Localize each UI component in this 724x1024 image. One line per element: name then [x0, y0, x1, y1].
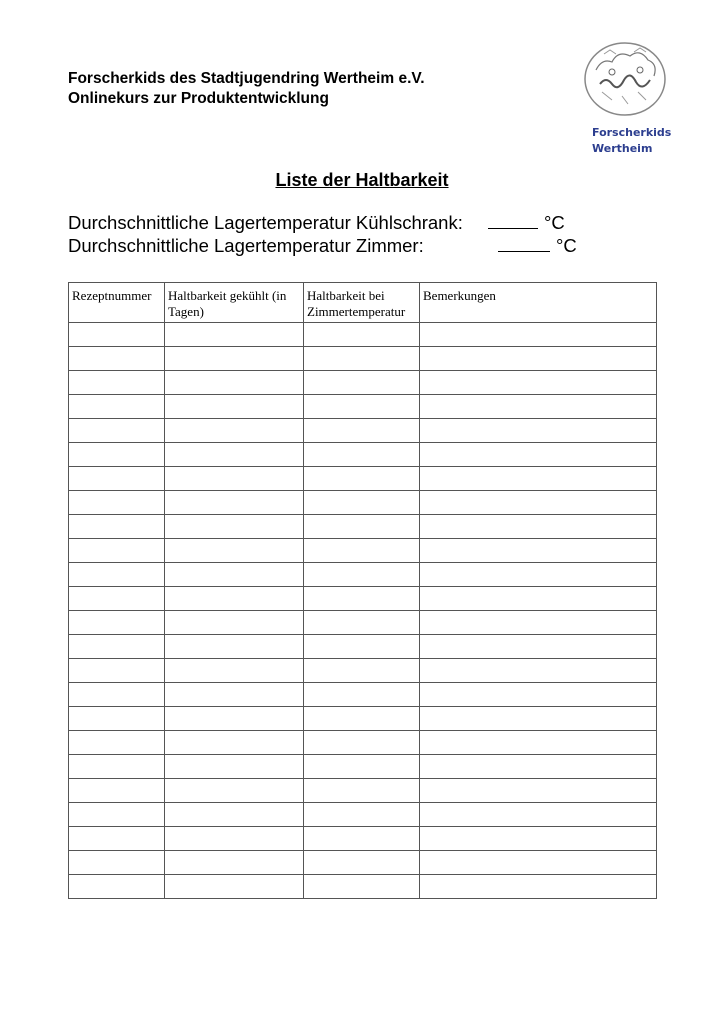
- cell-shelf-life-cooled[interactable]: [165, 659, 304, 683]
- cell-remarks[interactable]: [420, 323, 657, 347]
- cell-shelf-life-room-temp[interactable]: [304, 827, 420, 851]
- cell-shelf-life-cooled[interactable]: [165, 467, 304, 491]
- cell-recipe-number[interactable]: [69, 611, 165, 635]
- cell-remarks[interactable]: [420, 827, 657, 851]
- cell-remarks[interactable]: [420, 755, 657, 779]
- cell-shelf-life-cooled[interactable]: [165, 539, 304, 563]
- cell-shelf-life-cooled[interactable]: [165, 851, 304, 875]
- table-row: [69, 779, 657, 803]
- cell-shelf-life-cooled[interactable]: [165, 755, 304, 779]
- table-row: [69, 395, 657, 419]
- cell-remarks[interactable]: [420, 803, 657, 827]
- cell-shelf-life-cooled[interactable]: [165, 611, 304, 635]
- course-name: Onlinekurs zur Produktentwicklung: [68, 90, 329, 107]
- cell-remarks[interactable]: [420, 395, 657, 419]
- cell-recipe-number[interactable]: [69, 323, 165, 347]
- cell-recipe-number[interactable]: [69, 779, 165, 803]
- cell-recipe-number[interactable]: [69, 827, 165, 851]
- cell-shelf-life-cooled[interactable]: [165, 347, 304, 371]
- cell-remarks[interactable]: [420, 515, 657, 539]
- cell-remarks[interactable]: [420, 419, 657, 443]
- cell-shelf-life-cooled[interactable]: [165, 443, 304, 467]
- cell-remarks[interactable]: [420, 659, 657, 683]
- table-row: [69, 731, 657, 755]
- cell-recipe-number[interactable]: [69, 347, 165, 371]
- cell-shelf-life-room-temp[interactable]: [304, 659, 420, 683]
- cell-recipe-number[interactable]: [69, 875, 165, 899]
- cell-recipe-number[interactable]: [69, 731, 165, 755]
- table-row: [69, 755, 657, 779]
- table-row: [69, 803, 657, 827]
- fridge-temperature-label: Durchschnittliche Lagertemperatur Kühlschrank:: [68, 212, 463, 233]
- cell-shelf-life-room-temp[interactable]: [304, 539, 420, 563]
- table-row: [69, 419, 657, 443]
- cell-recipe-number[interactable]: [69, 587, 165, 611]
- table-row: [69, 443, 657, 467]
- cell-shelf-life-room-temp[interactable]: [304, 443, 420, 467]
- cell-shelf-life-room-temp[interactable]: [304, 371, 420, 395]
- cell-shelf-life-cooled[interactable]: [165, 803, 304, 827]
- cell-shelf-life-room-temp[interactable]: [304, 779, 420, 803]
- room-temperature-line: [68, 235, 577, 257]
- cell-recipe-number[interactable]: [69, 443, 165, 467]
- cell-recipe-number[interactable]: [69, 755, 165, 779]
- table-row: [69, 491, 657, 515]
- cell-shelf-life-cooled[interactable]: [165, 419, 304, 443]
- room-temperature-blank[interactable]: [498, 236, 550, 252]
- cell-recipe-number[interactable]: [69, 683, 165, 707]
- room-temperature-unit: °C: [556, 235, 577, 256]
- cell-shelf-life-room-temp[interactable]: [304, 395, 420, 419]
- cell-shelf-life-cooled[interactable]: [165, 707, 304, 731]
- table-row: [69, 563, 657, 587]
- table-row: [69, 851, 657, 875]
- header-shelf-life-room-temp: Haltbarkeit bei Zimmertemperatur: [304, 283, 420, 323]
- cell-shelf-life-cooled[interactable]: [165, 563, 304, 587]
- cell-shelf-life-cooled[interactable]: [165, 731, 304, 755]
- header-shelf-life-cooled: Haltbarkeit gekühlt (in Tagen): [165, 283, 304, 323]
- cell-shelf-life-room-temp[interactable]: [304, 347, 420, 371]
- cell-shelf-life-cooled[interactable]: [165, 683, 304, 707]
- room-temperature-label: Durchschnittliche Lagertemperatur Zimmer:: [68, 235, 424, 256]
- cell-remarks[interactable]: [420, 347, 657, 371]
- cell-recipe-number[interactable]: [69, 563, 165, 587]
- table-row: [69, 347, 657, 371]
- organization-name: Forscherkids des Stadtjugendring Wertheim e.V.: [68, 70, 425, 87]
- cell-shelf-life-cooled[interactable]: [165, 371, 304, 395]
- header-remarks: Bemerkungen: [420, 283, 657, 323]
- cell-remarks[interactable]: [420, 371, 657, 395]
- table-row: [69, 587, 657, 611]
- table-row: [69, 707, 657, 731]
- logo-caption-line2: Wertheim: [592, 142, 653, 155]
- cell-remarks[interactable]: [420, 875, 657, 899]
- cell-remarks[interactable]: [420, 683, 657, 707]
- shelf-life-table: [68, 282, 657, 899]
- cell-remarks[interactable]: [420, 851, 657, 875]
- cell-recipe-number[interactable]: [69, 419, 165, 443]
- table-row: [69, 611, 657, 635]
- header-recipe-number: Rezeptnummer: [69, 283, 165, 323]
- table-row: [69, 635, 657, 659]
- cell-remarks[interactable]: [420, 611, 657, 635]
- table-row: [69, 539, 657, 563]
- fridge-temperature-line: [68, 212, 565, 234]
- cell-shelf-life-room-temp[interactable]: [304, 851, 420, 875]
- cell-shelf-life-room-temp[interactable]: [304, 875, 420, 899]
- cell-recipe-number[interactable]: [69, 659, 165, 683]
- cell-recipe-number[interactable]: [69, 491, 165, 515]
- table-row: [69, 659, 657, 683]
- cell-remarks[interactable]: [420, 539, 657, 563]
- cell-remarks[interactable]: [420, 635, 657, 659]
- cell-remarks[interactable]: [420, 779, 657, 803]
- cell-shelf-life-cooled[interactable]: [165, 779, 304, 803]
- cell-recipe-number[interactable]: [69, 467, 165, 491]
- cell-shelf-life-cooled[interactable]: [165, 587, 304, 611]
- cell-remarks[interactable]: [420, 707, 657, 731]
- cell-shelf-life-cooled[interactable]: [165, 635, 304, 659]
- cell-shelf-life-cooled[interactable]: [165, 323, 304, 347]
- table-row: [69, 323, 657, 347]
- table-header-row: [69, 283, 657, 323]
- cell-recipe-number[interactable]: [69, 707, 165, 731]
- cell-shelf-life-cooled[interactable]: [165, 515, 304, 539]
- document-title: Liste der Haltbarkeit: [275, 170, 449, 190]
- table-row: [69, 827, 657, 851]
- cell-shelf-life-room-temp[interactable]: [304, 491, 420, 515]
- cell-remarks[interactable]: [420, 443, 657, 467]
- fridge-temperature-blank[interactable]: [488, 213, 538, 229]
- cell-recipe-number[interactable]: [69, 395, 165, 419]
- cell-shelf-life-room-temp[interactable]: [304, 419, 420, 443]
- cell-shelf-life-room-temp[interactable]: [304, 587, 420, 611]
- forscherkids-logo-icon: [582, 40, 668, 118]
- cell-remarks[interactable]: [420, 467, 657, 491]
- cell-shelf-life-room-temp[interactable]: [304, 731, 420, 755]
- cell-recipe-number[interactable]: [69, 803, 165, 827]
- cell-recipe-number[interactable]: [69, 371, 165, 395]
- cell-shelf-life-cooled[interactable]: [165, 875, 304, 899]
- cell-shelf-life-room-temp[interactable]: [304, 683, 420, 707]
- table-row: [69, 875, 657, 899]
- cell-recipe-number[interactable]: [69, 515, 165, 539]
- cell-shelf-life-cooled[interactable]: [165, 491, 304, 515]
- cell-shelf-life-cooled[interactable]: [165, 827, 304, 851]
- cell-shelf-life-room-temp[interactable]: [304, 707, 420, 731]
- table-row: [69, 683, 657, 707]
- cell-remarks[interactable]: [420, 731, 657, 755]
- cell-shelf-life-room-temp[interactable]: [304, 803, 420, 827]
- cell-remarks[interactable]: [420, 587, 657, 611]
- cell-shelf-life-room-temp[interactable]: [304, 467, 420, 491]
- cell-shelf-life-room-temp[interactable]: [304, 563, 420, 587]
- table-row: [69, 515, 657, 539]
- cell-shelf-life-cooled[interactable]: [165, 395, 304, 419]
- cell-recipe-number[interactable]: [69, 539, 165, 563]
- logo-caption-line1: Forscherkids: [592, 126, 672, 139]
- cell-remarks[interactable]: [420, 491, 657, 515]
- cell-shelf-life-room-temp[interactable]: [304, 515, 420, 539]
- table-row: [69, 371, 657, 395]
- cell-shelf-life-room-temp[interactable]: [304, 755, 420, 779]
- cell-shelf-life-room-temp[interactable]: [304, 635, 420, 659]
- fridge-temperature-unit: °C: [544, 212, 565, 233]
- cell-shelf-life-room-temp[interactable]: [304, 323, 420, 347]
- cell-shelf-life-room-temp[interactable]: [304, 611, 420, 635]
- cell-recipe-number[interactable]: [69, 851, 165, 875]
- cell-remarks[interactable]: [420, 563, 657, 587]
- table-row: [69, 467, 657, 491]
- cell-recipe-number[interactable]: [69, 635, 165, 659]
